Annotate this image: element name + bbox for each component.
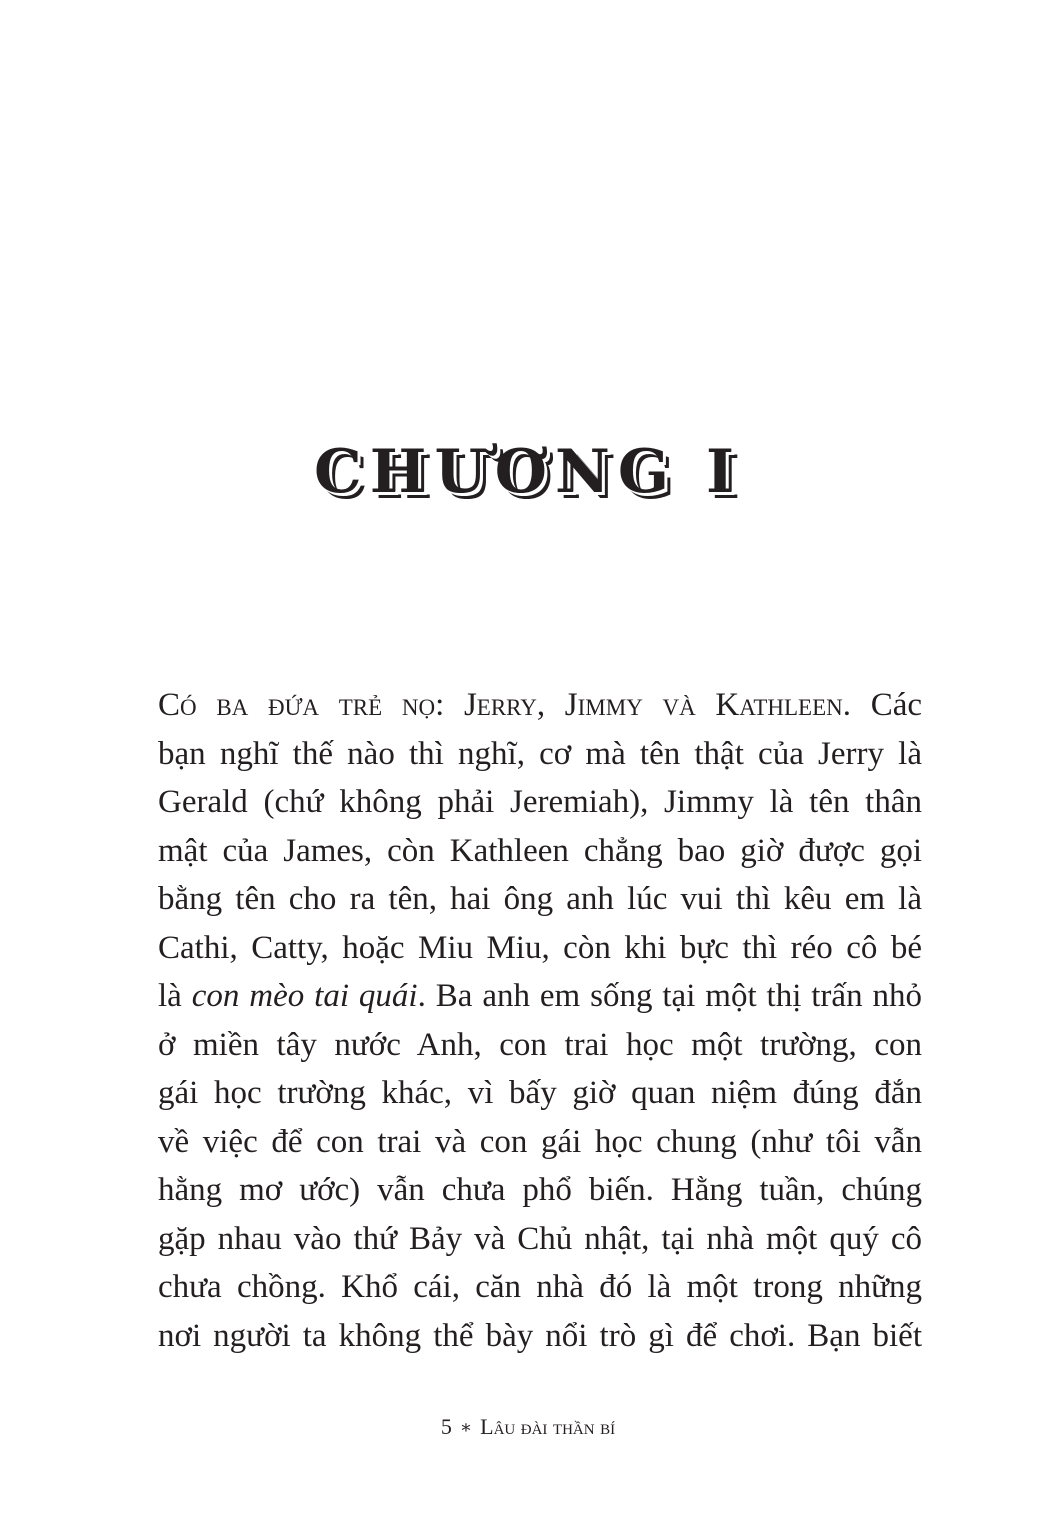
page-footer <box>0 1412 1056 1443</box>
opening-smallcaps: Có ba đứa trẻ nọ: Jerry, Jimmy và Kathleen. <box>158 687 851 723</box>
text-fragment: . Ba anh em sống tại một thị trấn nhỏ <box>417 978 922 1014</box>
text-fragment: là <box>158 978 192 1014</box>
text-line: bạn nghĩ thế nào thì nghĩ, cơ mà tên thật của Jerry là <box>158 735 922 772</box>
running-head: Lâu đài thần bí <box>480 1414 616 1439</box>
text-line: về việc để con trai và con gái học chung (như tôi vẫn <box>158 1123 922 1160</box>
page-number: 5 <box>440 1414 452 1439</box>
text-line: gặp nhau vào thứ Bảy và Chủ nhật, tại nhà một quý cô <box>158 1220 922 1257</box>
text-line <box>158 972 922 1021</box>
text-line: Gerald (chứ không phải Jeremiah), Jimmy là tên thân <box>158 784 922 820</box>
asterisk-separator-icon: ∗ <box>459 1417 473 1437</box>
text-line <box>158 681 922 730</box>
italic-phrase: con mèo tai quái <box>191 978 418 1014</box>
text-line: chưa chồng. Khổ cái, căn nhà đó là một trong những <box>158 1269 922 1305</box>
body-paragraph <box>158 681 922 1360</box>
text-fragment: Các <box>851 687 923 723</box>
text-line: nơi người ta không thể bày nổi trò gì để chơi. Bạn biết <box>158 1317 922 1354</box>
text-line: hằng mơ ước) vẫn chưa phổ biến. Hằng tuần, chúng <box>158 1172 922 1208</box>
text-line: Cathi, Catty, hoặc Miu Miu, còn khi bực thì réo cô bé <box>158 929 922 966</box>
text-line: bằng tên cho ra tên, hai ông anh lúc vui thì kêu em là <box>158 881 922 917</box>
text-line: gái học trường khác, vì bấy giờ quan niệm đúng đắn <box>158 1075 922 1111</box>
text-line: ở miền tây nước Anh, con trai học một trường, con <box>158 1026 922 1063</box>
text-line: mật của James, còn Kathleen chẳng bao giờ được gọi <box>158 832 922 869</box>
chapter-title: CHƯƠNG I <box>313 437 743 507</box>
